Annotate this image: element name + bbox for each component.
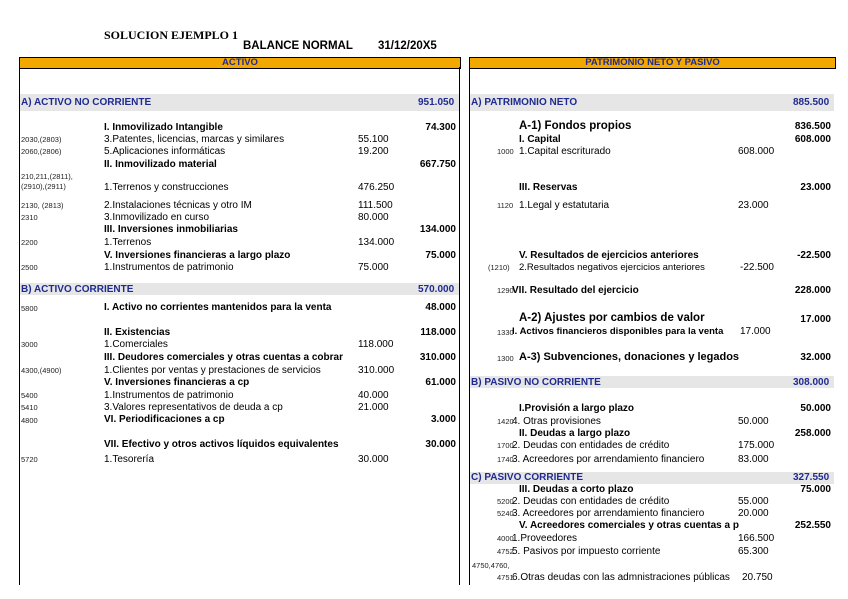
instr-patrimonio-lp-label: 1.Instrumentos de patrimonio (104, 262, 234, 273)
pasivo-nc-label: B) PASIVO NO CORRIENTE (471, 377, 601, 388)
inmov-en-curso-label: 3.Inmovilizado en curso (104, 212, 210, 223)
account-code: 1000 (497, 147, 514, 156)
patrimonio-neto-total: 885.500 (793, 97, 830, 108)
terrenos-label: 1.Terrenos (104, 237, 152, 248)
account-code: 4751 (497, 573, 514, 582)
ajustes-valor-total: 17.000 (800, 314, 831, 325)
existencias-label: II. Existencias (104, 327, 171, 338)
middle-border-line-a (459, 67, 460, 585)
legal-estatutaria-amount: 23.000 (738, 200, 769, 211)
balance-subtitle: BALANCE NORMAL (243, 40, 353, 52)
aplicaciones-amount: 19.200 (358, 146, 389, 157)
deudas-credito-lp-amount: 175.000 (738, 440, 775, 451)
deudas-credito-cp-label: 2. Deudas con entidades de crédito (512, 496, 670, 507)
valores-deuda-amount: 21.000 (358, 402, 389, 413)
comerciales-amount: 118.000 (358, 339, 394, 350)
activo-c-label: B) ACTIVO CORRIENTE (21, 284, 134, 295)
middle-border-line-b (469, 67, 470, 585)
periodificaciones-total: 3.000 (430, 414, 456, 425)
inv-inmobiliarias-total: 134.000 (419, 224, 456, 235)
instalaciones-label: 2.Instalaciones técnicas y otro IM (104, 200, 252, 211)
account-code: 5200 (497, 497, 514, 506)
fondos-propios-label: A-1) Fondos propios (519, 120, 632, 132)
inmov-en-curso-amount: 80.000 (358, 212, 389, 223)
activos-disponibles-amount: 17.000 (740, 326, 771, 337)
account-code: 5800 (21, 304, 38, 313)
account-code: 5240 (497, 509, 514, 518)
activo-nc-venta-label: I. Activo no corrientes mantenidos para la venta (104, 302, 332, 313)
deudas-credito-lp-label: 2. Deudas con entidades de crédito (512, 440, 670, 451)
activo-nc-total: 951.050 (418, 97, 455, 108)
activo-header-bar: ACTIVO (19, 57, 461, 69)
terrenos-amount: 134.000 (358, 237, 395, 248)
valores-deuda-label: 3.Valores representativos de deuda a cp (104, 402, 283, 413)
arrendamiento-cp-amount: 20.000 (738, 508, 769, 519)
account-code: 2200 (21, 238, 38, 247)
legal-estatutaria-label: 1.Legal y estatutaria (519, 200, 610, 211)
otras-provisiones-amount: 50.000 (738, 416, 769, 427)
account-code: 1420 (497, 417, 514, 426)
account-code: 210,211,(2811), (21, 172, 73, 181)
arrendamiento-lp-label: 3. Acreedores por arrendamiento financiero (512, 454, 705, 465)
activo-nc-label: A) ACTIVO NO CORRIENTE (21, 97, 152, 108)
account-code: 1290 (497, 286, 514, 295)
inmov-material-label: II. Inmovilizado material (104, 159, 217, 170)
deudas-credito-cp-amount: 55.000 (738, 496, 769, 507)
instr-patrimonio-cp-label: 1.Instrumentos de patrimonio (104, 390, 234, 401)
arrendamiento-lp-amount: 83.000 (738, 454, 769, 465)
inv-fin-lp-total: 75.000 (425, 250, 456, 261)
aplicaciones-label: 5.Aplicaciones informáticas (104, 146, 226, 157)
efectivo-total: 30.000 (425, 439, 456, 450)
account-code: (2910),(2911) (21, 182, 66, 191)
impuesto-corriente-amount: 65.300 (738, 546, 769, 557)
inv-fin-cp-total: 61.000 (425, 377, 456, 388)
acreedores-comerciales-label: V. Acreedores comerciales y otras cuentas a p (519, 520, 739, 531)
impuesto-corriente-label: 5. Pasivos por impuesto corriente (512, 546, 661, 557)
otras-provisiones-label: 4. Otras provisiones (512, 416, 601, 427)
terrenos-construcciones-amount: 476.250 (358, 182, 395, 193)
patentes-amount: 55.100 (358, 134, 389, 145)
resultados-negativos-amount: -22.500 (740, 262, 774, 273)
patrimonio-neto-label: A) PATRIMONIO NETO (471, 97, 578, 108)
comerciales-label: 1.Comerciales (104, 339, 168, 350)
inv-fin-lp-label: V. Inversiones financieras a largo plazo (104, 250, 291, 261)
account-code: 3000 (21, 340, 38, 349)
deudores-total: 310.000 (419, 352, 456, 363)
provision-lp-label: I.Provisión a largo plazo (519, 403, 635, 414)
account-code: 1120 (497, 201, 514, 210)
reservas-total: 23.000 (800, 182, 831, 193)
otras-deudas-admin-label: 6.Otras deudas con las admnistraciones públicas (512, 572, 730, 583)
deudas-lp-total: 258.000 (794, 428, 831, 439)
existencias-total: 118.000 (420, 327, 456, 338)
activos-disponibles-label: I. Activos financieros disponibles para la venta (512, 326, 724, 337)
activo-c-total: 570.000 (418, 284, 455, 295)
account-code: 4000 (497, 534, 514, 543)
pasivo-c-label: C) PASIVO CORRIENTE (471, 472, 584, 483)
balance-date: 31/12/20X5 (378, 40, 437, 52)
terrenos-construcciones-label: 1.Terrenos y construcciones (104, 182, 229, 193)
tesoreria-label: 1.Tesorería (104, 454, 155, 465)
instr-patrimonio-lp-amount: 75.000 (358, 262, 389, 273)
account-code: 4300,(4900) (21, 366, 62, 375)
periodificaciones-label: VI. Periodificaciones a cp (104, 414, 225, 425)
deudores-label: III. Deudores comerciales y otras cuentas a cobrar (104, 352, 343, 363)
deudas-cp-label: III. Deudas a corto plazo (519, 484, 634, 495)
resultado-ejercicio-total: 228.000 (794, 285, 831, 296)
account-code: 2030,(2803) (21, 135, 62, 144)
fondos-propios-total: 836.500 (794, 121, 831, 132)
capital-label: I. Capital (519, 134, 561, 145)
acreedores-comerciales-total: 252.550 (794, 520, 831, 531)
capital-escriturado-label: 1.Capital escriturado (519, 146, 611, 157)
arrendamiento-cp-label: 3. Acreedores por arrendamiento financiero (512, 508, 705, 519)
instr-patrimonio-cp-amount: 40.000 (358, 390, 389, 401)
clientes-amount: 310.000 (358, 365, 395, 376)
reservas-label: III. Reservas (519, 182, 578, 193)
efectivo-label: VII. Efectivo y otros activos líquidos equivalentes (104, 439, 339, 450)
tesoreria-amount: 30.000 (358, 454, 389, 465)
pasivo-nc-total: 308.000 (793, 377, 830, 388)
inv-fin-cp-label: V. Inversiones financieras a cp (104, 377, 250, 388)
resultados-negativos-label: 2.Resultados negativos ejercicios anteriores (519, 262, 705, 273)
ajustes-valor-label: A-2) Ajustes por cambios de valor (519, 312, 705, 324)
patentes-label: 3.Patentes, licencias, marcas y similares (104, 134, 285, 145)
account-code: 4750,4760, (472, 561, 510, 570)
proveedores-label: 1.Proveedores (512, 533, 578, 544)
account-code: 2130, (2813) (21, 201, 64, 210)
account-code: 1740 (497, 455, 514, 464)
subvenciones-label: A-3) Subvenciones, donaciones y legados (519, 351, 740, 363)
clientes-label: 1.Clientes por ventas y prestaciones de servicios (104, 365, 321, 376)
account-code: 5410 (21, 403, 38, 412)
account-code: 1330 (497, 328, 514, 337)
account-code: 5400 (21, 391, 38, 400)
account-code: 2500 (21, 263, 38, 272)
instalaciones-amount: 111.500 (358, 200, 393, 211)
account-code: 1300 (497, 354, 514, 363)
inmov-material-total: 667.750 (419, 159, 456, 170)
account-code: 2060,(2806) (21, 147, 62, 156)
account-code: 4800 (21, 416, 38, 425)
account-code: (1210) (488, 263, 510, 272)
provision-lp-total: 50.000 (800, 403, 831, 414)
capital-total: 608.000 (794, 134, 831, 145)
capital-escriturado-amount: 608.000 (738, 146, 775, 157)
account-code: 4752 (497, 547, 514, 556)
inv-inmobiliarias-label: III. Inversiones inmobiliarias (104, 224, 238, 235)
inmov-intangible-total: 74.300 (425, 122, 456, 133)
otras-deudas-admin-amount: 20.750 (742, 572, 773, 583)
resultados-anteriores-label: V. Resultados de ejercicios anteriores (519, 250, 699, 261)
activo-nc-venta-total: 48.000 (425, 302, 456, 313)
account-code: 5720 (21, 455, 38, 464)
pasivo-c-total: 327.550 (793, 472, 830, 483)
resultado-ejercicio-label: VII. Resultado del ejercicio (512, 285, 639, 296)
pasivo-header-bar: PATRIMONIO NETO Y PASIVO (469, 57, 836, 69)
deudas-cp-total: 75.000 (800, 484, 831, 495)
deudas-lp-label: II. Deudas a largo plazo (519, 428, 631, 439)
account-code: 1700 (497, 441, 514, 450)
subvenciones-total: 32.000 (800, 352, 831, 363)
inmov-intangible-label: I. Inmovilizado Intangible (104, 122, 223, 133)
proveedores-amount: 166.500 (738, 533, 775, 544)
left-border-line (19, 67, 20, 585)
resultados-anteriores-total: -22.500 (797, 250, 831, 261)
document-title: SOLUCION EJEMPLO 1 (104, 28, 239, 42)
account-code: 2310 (21, 213, 38, 222)
